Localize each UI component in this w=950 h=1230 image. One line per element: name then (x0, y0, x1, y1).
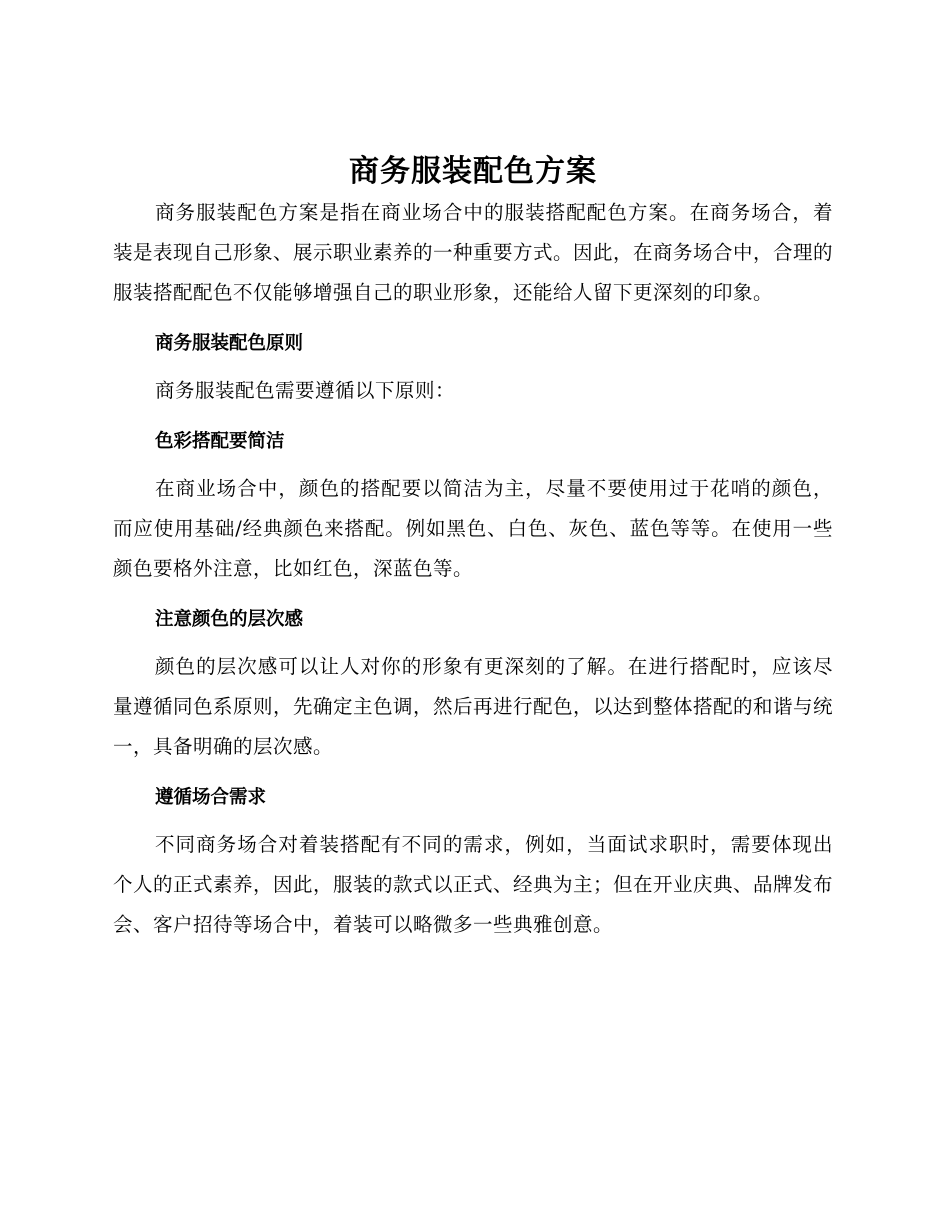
document-title: 商务服装配色方案 (349, 154, 597, 189)
principle-paragraph-occasion-needs: 不同商务场合对着装搭配有不同的需求，例如，当面试求职时，需要体现出个人的正式素养，因此，服装的款式以正式、经典为主；但在开业庆典、品牌发布会、客户招待等场合中，着装可以略微多一些典雅创意。 (113, 833, 834, 936)
principle-paragraph-color-layering: 颜色的层次感可以让人对你的形象有更深刻的了解。在进行搭配时，应该尽量遵循同色系原则，先确定主色调，然后再进行配色，以达到整体搭配的和谐与统一，具备明确的层次感。 (113, 655, 834, 758)
section-lead-paragraph: 商务服装配色需要遵循以下原则： (155, 379, 456, 402)
principle-heading-color-layering: 注意颜色的层次感 (155, 609, 304, 630)
principle-paragraph-simple-colors: 在商业场合中，颜色的搭配要以简洁为主，尽量不要使用过于花哨的颜色，而应使用基础/经典颜色来搭配。例如黑色、白色、灰色、蓝色等等。在使用一些颜色要格外注意，比如红色，深蓝色等。 (113, 477, 833, 580)
principle-heading-occasion-needs: 遵循场合需求 (155, 787, 267, 808)
document-body (113, 150, 833, 945)
principle-heading-simple-colors: 色彩搭配要简洁 (155, 431, 285, 452)
section-heading-principles: 商务服装配色原则 (155, 333, 304, 354)
intro-paragraph: 商务服装配色方案是指在商业场合中的服装搭配配色方案。在商务场合，着装是表现自己形象、展示职业素养的一种重要方式。因此，在商务场合中，合理的服装搭配配色不仅能够增强自己的职业形象，还能给人留下更深刻的印象。 (113, 201, 834, 304)
